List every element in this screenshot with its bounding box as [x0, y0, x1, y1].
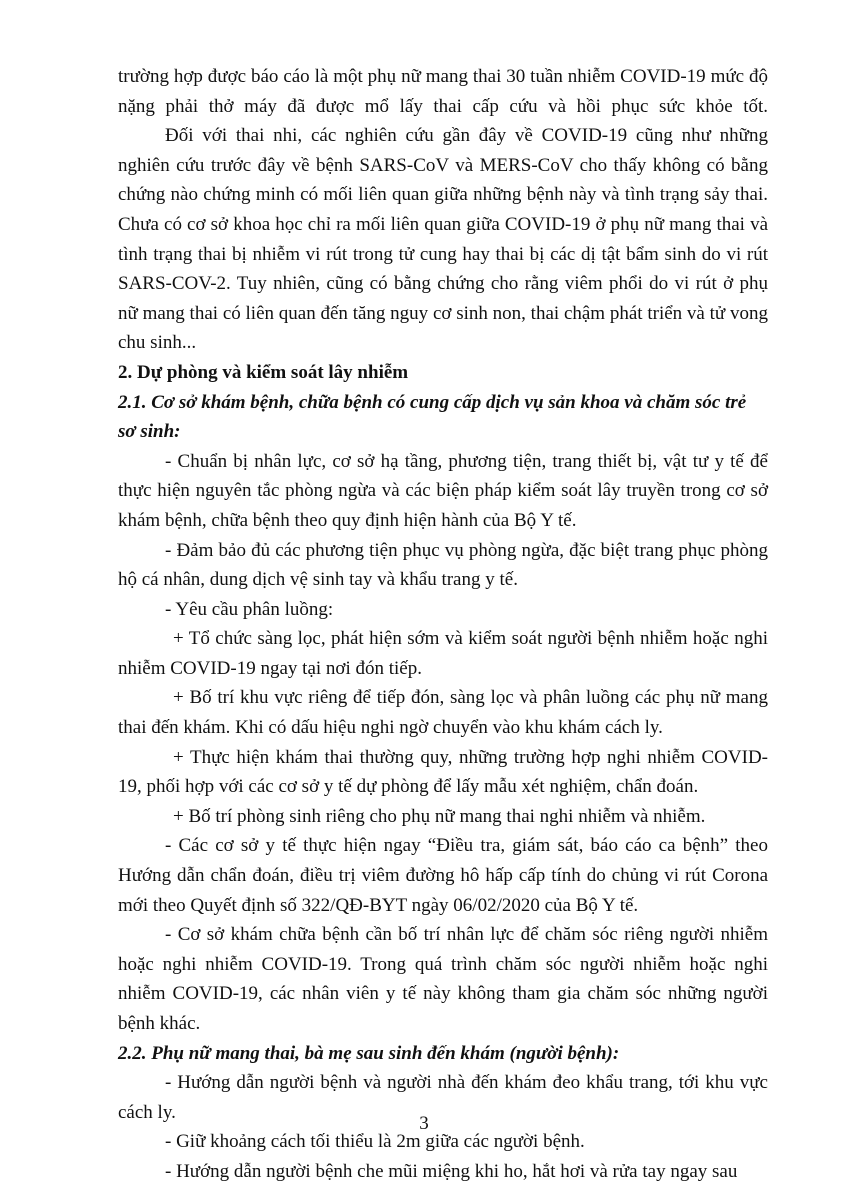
page-number: 3 [419, 1113, 429, 1134]
subbullet-separate-area: + Bố trí khu vực riêng để tiếp đón, sàng lọc và phân luồng các phụ nữ mang thai đến khám. Khi có dấu hiệu nghi ngờ chuyển vào khu khám cách ly. [118, 687, 768, 739]
bullet-wear-masks: - Hướng dẫn người bệnh và người nhà đến khám đeo khẩu trang, tới khu vực cách ly. [118, 1072, 768, 1123]
bullet-cover-cough: - Hướng dẫn người bệnh che mũi miệng khi ho, hắt hơi và rửa tay ngay sau [165, 1160, 738, 1182]
page-body [118, 62, 768, 1187]
bullet-case-reporting: - Các cơ sở y tế thực hiện ngay “Điều tra, giám sát, báo cáo ca bệnh” theo Hướng dẫn chẩn đoán, điều trị viêm đường hô hấp cấp tính do chủng vi rút Corona mới theo Quyết định số 322/QĐ-BYT ngày 06/02/2020 của Bộ Y tế. [118, 835, 768, 916]
subbullet-screening: + Tổ chức sàng lọc, phát hiện sớm và kiểm soát người bệnh nhiễm hoặc nghi nhiễm COVID-19 ngay tại nơi đón tiếp. [118, 628, 768, 679]
bullet-keep-distance: - Giữ khoảng cách tối thiểu là 2m giữa các người bệnh. [165, 1131, 585, 1153]
paragraph-fetus: Đối với thai nhi, các nghiên cứu gần đây về COVID-19 cũng như những nghiên cứu trước đây về bệnh SARS-CoV và MERS-CoV cho thấy không có bằng chứng nào chứng minh có mối liên quan giữa những bệnh này và tình trạng sảy thai. Chưa có cơ sở khoa học chỉ ra mối liên quan giữa COVID-19 ở phụ nữ mang thai và tình trạng thai bị nhiễm vi rút trong tử cung hay thai bị các dị tật bẩm sinh do vi rút SARS-COV-2. Tuy nhiên, cũng có bằng chứng cho rằng viêm phổi do vi rút ở phụ nữ mang thai có liên quan đến tăng nguy cơ sinh non, thai chậm phát triển và tử vong chu sinh... [118, 125, 768, 354]
bullet-triage-requirements: - Yêu cầu phân luồng: [165, 598, 334, 620]
subbullet-delivery-room: + Bố trí phòng sinh riêng cho phụ nữ mang thai nghi nhiễm và nhiễm. [173, 805, 706, 827]
section-heading-2: 2. Dự phòng và kiểm soát lây nhiễm [118, 361, 409, 383]
subsection-heading-2-2: 2.2. Phụ nữ mang thai, bà mẹ sau sinh đến khám (người bệnh): [118, 1042, 620, 1064]
paragraph-continuation: trường hợp được báo cáo là một phụ nữ mang thai 30 tuần nhiễm COVID-19 mức độ nặng phải thở máy đã được mổ lấy thai cấp cứu và hồi phục sức khỏe tốt. [118, 66, 768, 117]
bullet-protective-equipment: - Đảm bảo đủ các phương tiện phục vụ phòng ngừa, đặc biệt trang phục phòng hộ cá nhân, dung dịch vệ sinh tay và khẩu trang y tế. [118, 539, 768, 591]
bullet-dedicated-staff: - Cơ sở khám chữa bệnh cần bố trí nhân lực để chăm sóc riêng người nhiễm hoặc nghi nhiễm COVID-19. Trong quá trình chăm sóc người nhiễm hoặc nghi nhiễm COVID-19, các nhân viên y tế này không tham gia chăm sóc những người bệnh khác. [118, 924, 768, 1034]
bullet-prepare-resources: - Chuẩn bị nhân lực, cơ sở hạ tầng, phương tiện, trang thiết bị, vật tư y tế để thực hiện nguyên tắc phòng ngừa và các biện pháp kiểm soát lây truyền trong cơ sở khám bệnh, chữa bệnh theo quy định hiện hành của Bộ Y tế. [118, 450, 768, 531]
subbullet-routine-exam: + Thực hiện khám thai thường quy, những trường hợp nghi nhiễm COVID-19, phối hợp với các cơ sở y tế dự phòng để lấy mẫu xét nghiệm, chẩn đoán. [118, 746, 768, 798]
subsection-heading-2-1: 2.1. Cơ sở khám bệnh, chữa bệnh có cung cấp dịch vụ sản khoa và chăm sóc trẻ sơ sinh: [118, 391, 747, 443]
